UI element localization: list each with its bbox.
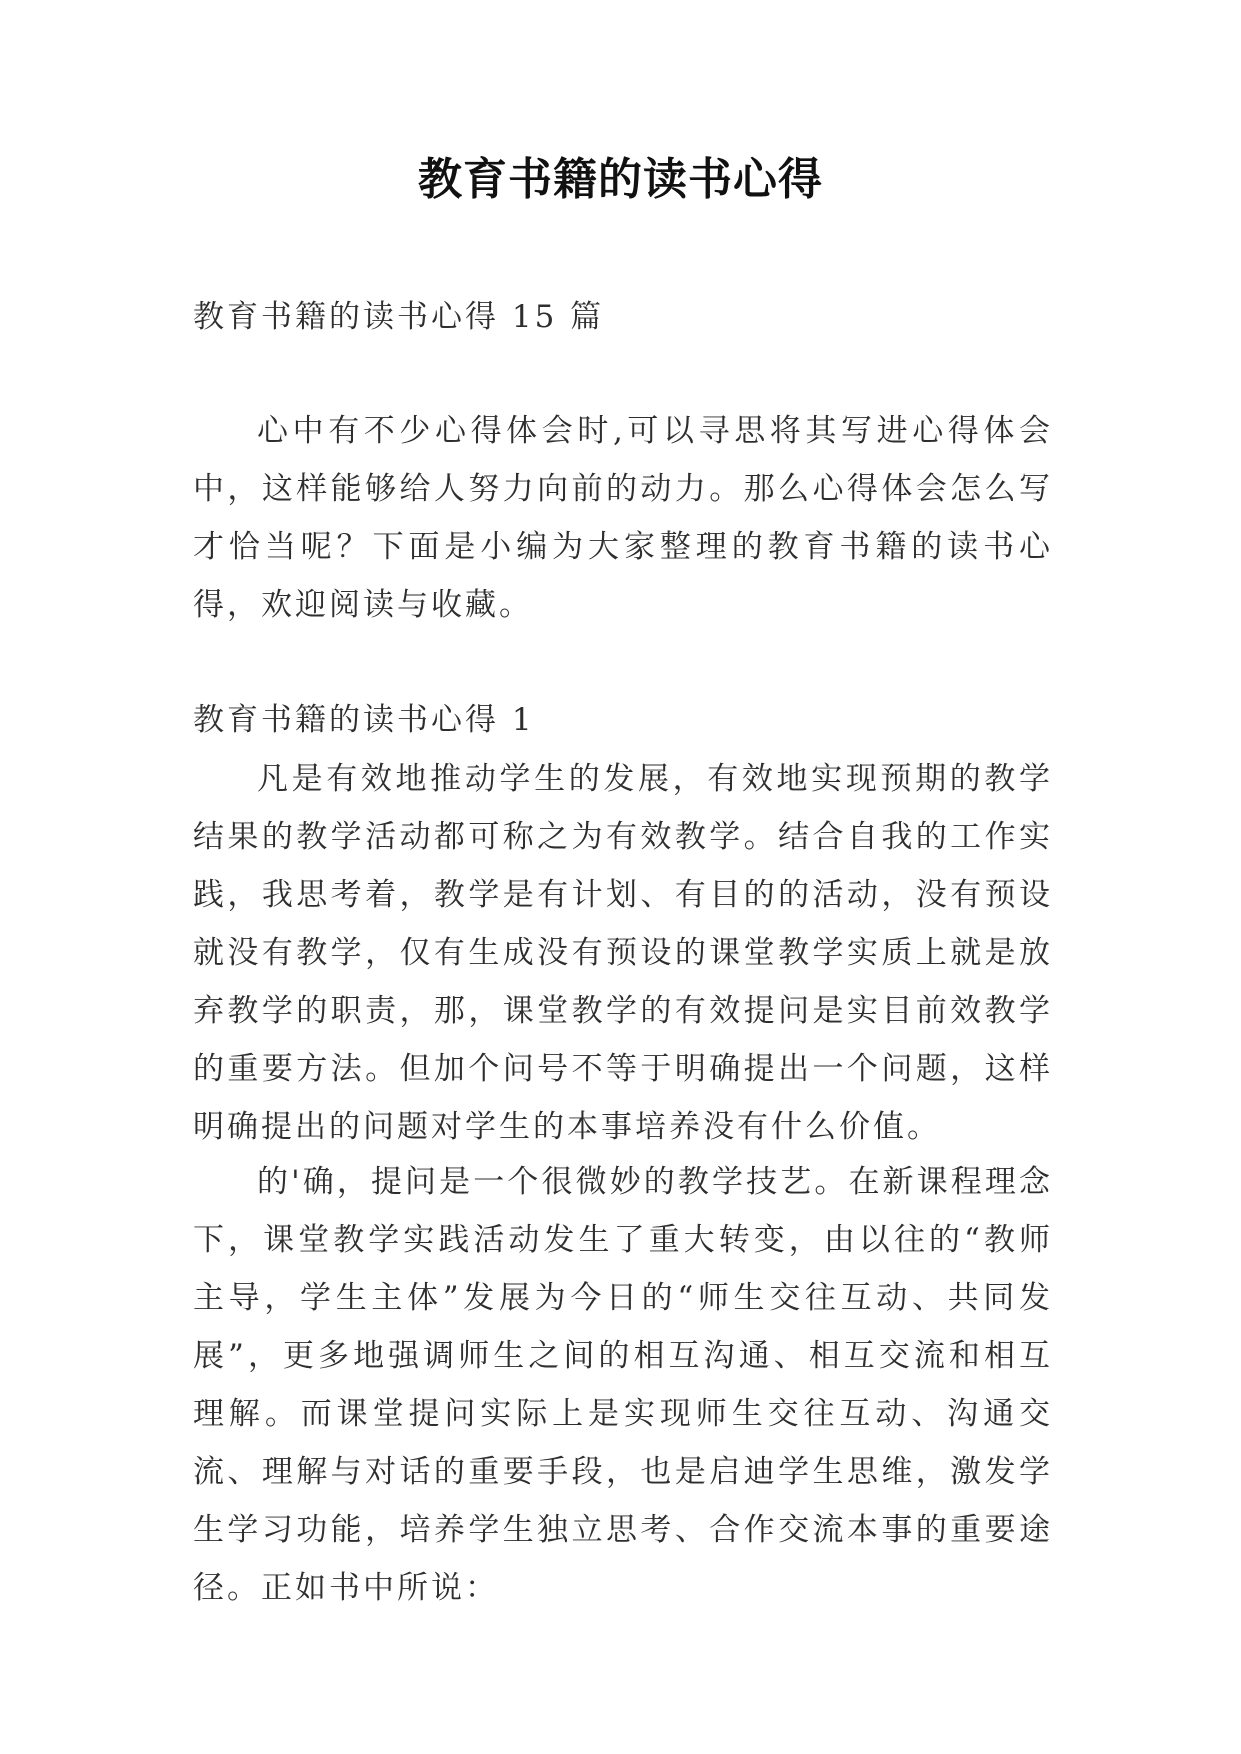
document-title: 教育书籍的读书心得 — [418, 154, 823, 205]
section-heading: 教育书籍的读书心得 1 — [193, 702, 535, 738]
intro-paragraph: 心中有不少心得体会时,可以寻思将其写进心得体会中，这样能够给人努力向前的动力。那么心得体会怎么写才恰当呢？下面是小编为大家整理的教育书籍的读书心得，欢迎阅读与收藏。 — [193, 413, 1053, 623]
body-paragraph-2: 的'确，提问是一个很微妙的教学技艺。在新课程理念下，课堂教学实践活动发生了重大转变，由以往的“教师主导，学生主体”发展为今日的“师生交往互动、共同发展”，更多地强调师生之间的相互沟通、相互交流和相互理解。而课堂提问实际上是实现师生交往互动、沟通交流、理解与对话的重要手段，也是启迪学生思维，激发学生学习功能，培养学生独立思考、合作交流本事的重要途径。正如书中所说： — [193, 1164, 1053, 1606]
document-subtitle: 教育书籍的读书心得 15 篇 — [193, 299, 605, 335]
body-paragraph-1: 凡是有效地推动学生的发展，有效地实现预期的教学结果的教学活动都可称之为有效教学。结合自我的工作实践，我思考着，教学是有计划、有目的的活动，没有预设就没有教学，仅有生成没有预设的课堂教学实质上就是放弃教学的职责，那，课堂教学的有效提问是实目前效教学的重要方法。但加个问号不等于明确提出一个问题，这样明确提出的问题对学生的本事培养没有什么价值。 — [193, 761, 1053, 1145]
